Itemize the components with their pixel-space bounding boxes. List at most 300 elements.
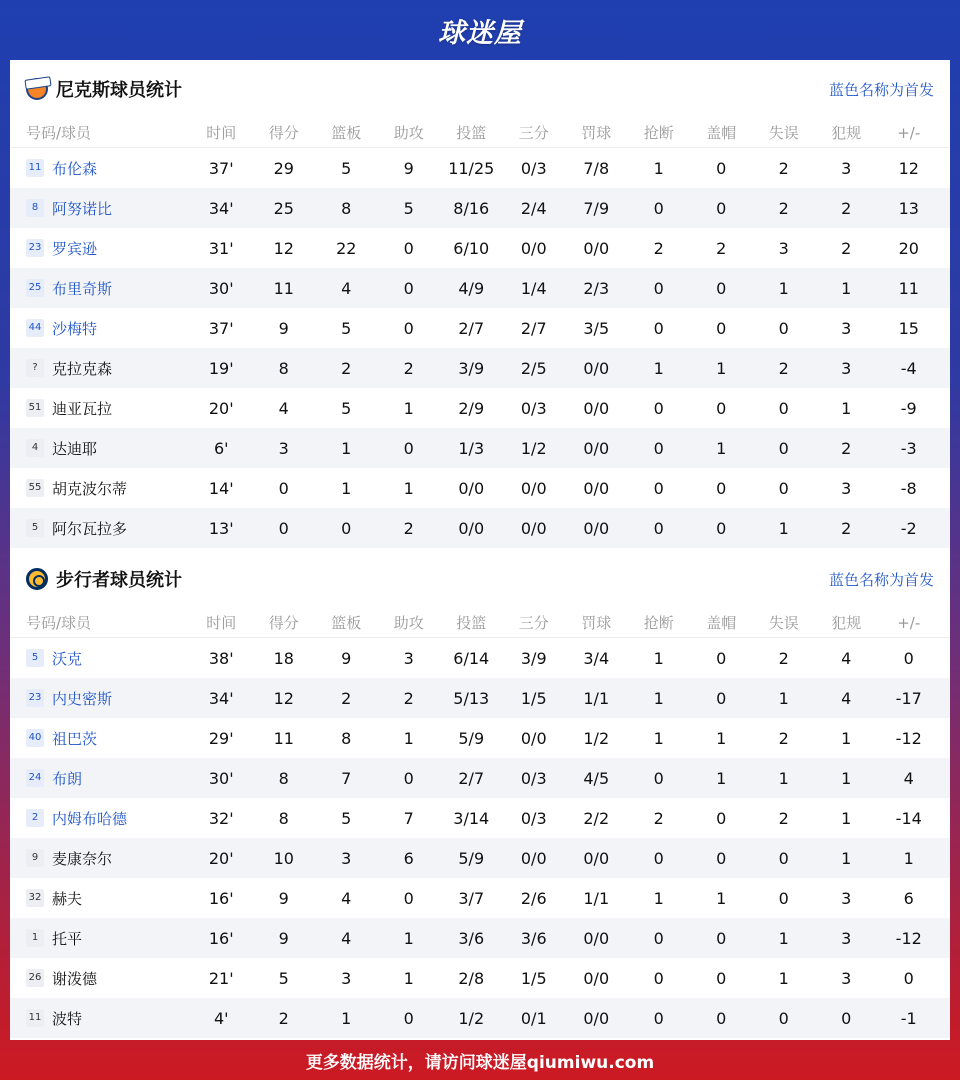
player-cell[interactable] bbox=[10, 728, 190, 749]
stat-cell: 25 bbox=[273, 198, 294, 218]
stat-cell: 2/7 bbox=[458, 318, 485, 338]
stat-cell: 1/2 bbox=[583, 728, 610, 748]
stat-cell: 1 bbox=[716, 768, 727, 788]
stat-cell: 0 bbox=[778, 848, 789, 868]
column-header: 时间 bbox=[206, 614, 237, 632]
column-header: 三分 bbox=[518, 124, 549, 142]
stat-cell: 5 bbox=[341, 158, 352, 178]
stat-cell: 0 bbox=[778, 318, 789, 338]
stat-cell: 1 bbox=[341, 438, 352, 458]
stat-cell: 0 bbox=[716, 158, 727, 178]
stat-cell: 0 bbox=[278, 518, 289, 538]
stat-cell: 0 bbox=[403, 768, 414, 788]
stat-cell: 9 bbox=[278, 928, 289, 948]
player-row[interactable] bbox=[10, 308, 950, 348]
column-header: 犯规 bbox=[831, 124, 862, 142]
column-header: 投篮 bbox=[456, 124, 487, 142]
stat-cell: 0 bbox=[716, 478, 727, 498]
stat-cell: -3 bbox=[900, 438, 917, 458]
player-cell[interactable] bbox=[10, 1008, 190, 1029]
jersey-number-badge: 32 bbox=[26, 889, 44, 907]
player-cell[interactable] bbox=[10, 848, 190, 869]
player-row[interactable] bbox=[10, 678, 950, 718]
stat-cell: 1 bbox=[653, 728, 664, 748]
stat-cell: 2 bbox=[341, 358, 352, 378]
column-header: 得分 bbox=[268, 614, 299, 632]
stat-cell: 4 bbox=[841, 648, 852, 668]
stat-cell: 2 bbox=[653, 808, 664, 828]
player-row[interactable] bbox=[10, 268, 950, 308]
stat-cell: 2 bbox=[278, 1008, 289, 1028]
stat-cell: 29 bbox=[273, 158, 294, 178]
stat-cell: 4 bbox=[278, 398, 289, 418]
jersey-number-badge: 11 bbox=[26, 1009, 44, 1027]
section-title-group bbox=[26, 566, 182, 592]
stat-cell: 0 bbox=[716, 198, 727, 218]
stat-cell: 0/3 bbox=[520, 398, 547, 418]
player-cell[interactable] bbox=[10, 198, 190, 219]
stat-cell: 0 bbox=[716, 318, 727, 338]
jersey-number-badge: 26 bbox=[26, 969, 44, 987]
player-cell[interactable] bbox=[10, 928, 190, 949]
stat-cell: 0 bbox=[716, 968, 727, 988]
stat-cell: 3 bbox=[778, 238, 789, 258]
stat-cell: 0 bbox=[903, 968, 914, 988]
jersey-number-badge: 25 bbox=[26, 279, 44, 297]
stat-cell: 0/0 bbox=[520, 848, 547, 868]
jersey-number-badge: 4 bbox=[26, 439, 44, 457]
stat-cell: 2 bbox=[778, 358, 789, 378]
column-header: 得分 bbox=[268, 124, 299, 142]
stat-cell: 5/13 bbox=[453, 688, 490, 708]
stat-cell: 0 bbox=[653, 928, 664, 948]
player-cell[interactable] bbox=[10, 688, 190, 709]
stat-cell: 12 bbox=[273, 238, 294, 258]
stat-cell: 0 bbox=[653, 968, 664, 988]
stat-cell: 0/0 bbox=[520, 728, 547, 748]
stat-cell: 0 bbox=[278, 478, 289, 498]
stat-cell: 1 bbox=[653, 648, 664, 668]
stat-cell: 5 bbox=[278, 968, 289, 988]
stat-cell: 0/0 bbox=[583, 928, 610, 948]
player-cell[interactable] bbox=[10, 438, 190, 459]
stat-cell: 8 bbox=[341, 198, 352, 218]
stat-cell: 2/7 bbox=[458, 768, 485, 788]
stat-cell: 9 bbox=[341, 648, 352, 668]
player-cell[interactable] bbox=[10, 398, 190, 419]
stat-cell: 31' bbox=[208, 238, 234, 258]
stat-cell: 0 bbox=[716, 398, 727, 418]
stat-cell: 16' bbox=[208, 928, 234, 948]
player-name[interactable]: 赫夫 bbox=[52, 889, 83, 908]
player-row[interactable] bbox=[10, 508, 950, 548]
player-cell[interactable] bbox=[10, 968, 190, 989]
jersey-number-badge: 2 bbox=[26, 809, 44, 827]
stat-cell: -2 bbox=[900, 518, 917, 538]
stat-cell: 8 bbox=[278, 808, 289, 828]
stat-cell: 2 bbox=[653, 238, 664, 258]
table-header bbox=[10, 118, 950, 148]
stat-cell: 9 bbox=[278, 888, 289, 908]
player-name[interactable]: 祖巴茨 bbox=[52, 729, 98, 748]
player-row[interactable] bbox=[10, 798, 950, 838]
stat-cell: 14' bbox=[208, 478, 234, 498]
stat-cell: 7 bbox=[341, 768, 352, 788]
stat-cell: 0/0 bbox=[520, 518, 547, 538]
stat-cell: 0 bbox=[653, 768, 664, 788]
jersey-number-badge: 5 bbox=[26, 519, 44, 537]
stat-cell: 3/4 bbox=[583, 648, 610, 668]
player-name[interactable]: 克拉克森 bbox=[52, 359, 113, 378]
player-cell[interactable] bbox=[10, 278, 190, 299]
stat-cell: 4 bbox=[903, 768, 914, 788]
stat-cell: 6/10 bbox=[453, 238, 490, 258]
stat-cell: 1/5 bbox=[520, 968, 547, 988]
player-name[interactable]: 波特 bbox=[52, 1009, 83, 1028]
stat-cell: 3 bbox=[341, 968, 352, 988]
stat-cell: 3 bbox=[278, 438, 289, 458]
stat-cell: 1 bbox=[653, 688, 664, 708]
player-row[interactable] bbox=[10, 188, 950, 228]
stat-cell: 0/0 bbox=[520, 478, 547, 498]
stat-cell: 5 bbox=[341, 398, 352, 418]
player-row[interactable] bbox=[10, 148, 950, 188]
footer-banner[interactable] bbox=[0, 1040, 960, 1080]
player-cell[interactable] bbox=[10, 888, 190, 909]
stat-cell: 12 bbox=[898, 158, 919, 178]
stat-cell: 0 bbox=[403, 438, 414, 458]
stat-cell: -9 bbox=[900, 398, 917, 418]
stat-cell: 2 bbox=[403, 358, 414, 378]
stat-cell: 8/16 bbox=[453, 198, 490, 218]
player-name[interactable]: 阿尔瓦拉多 bbox=[52, 519, 128, 538]
stat-cell: 1 bbox=[653, 358, 664, 378]
player-cell[interactable] bbox=[10, 518, 190, 539]
stat-cell: 0 bbox=[841, 1008, 852, 1028]
stat-cell: 2 bbox=[778, 158, 789, 178]
column-header: 号码/球员 bbox=[26, 614, 92, 632]
stat-cell: 1/1 bbox=[583, 688, 610, 708]
player-name[interactable]: 布伦森 bbox=[52, 159, 98, 178]
player-name[interactable]: 托平 bbox=[52, 929, 83, 948]
stat-cell: 2/3 bbox=[583, 278, 610, 298]
jersey-number-badge: ? bbox=[26, 359, 44, 377]
jersey-number-badge: 51 bbox=[26, 399, 44, 417]
player-name[interactable]: 麦康奈尔 bbox=[52, 849, 113, 868]
stat-cell: 12 bbox=[273, 688, 294, 708]
player-cell[interactable] bbox=[10, 318, 190, 339]
stat-cell: 0 bbox=[403, 1008, 414, 1028]
player-row[interactable] bbox=[10, 348, 950, 388]
stat-cell: 3 bbox=[841, 318, 852, 338]
stat-cell: 1 bbox=[341, 1008, 352, 1028]
stat-cell: 5 bbox=[341, 318, 352, 338]
player-name[interactable]: 达迪耶 bbox=[52, 439, 98, 458]
stat-cell: 11 bbox=[898, 278, 919, 298]
player-row[interactable] bbox=[10, 958, 950, 998]
stat-cell: 0 bbox=[341, 518, 352, 538]
stat-cell: 1 bbox=[716, 358, 727, 378]
stat-cell: 2/7 bbox=[520, 318, 547, 338]
stat-cell: 30' bbox=[208, 768, 234, 788]
player-name[interactable]: 沃克 bbox=[52, 649, 83, 668]
stat-cell: 0/0 bbox=[583, 398, 610, 418]
stat-cell: 2 bbox=[841, 438, 852, 458]
jersey-number-badge: 44 bbox=[26, 319, 44, 337]
brand-logo: 球迷屋 bbox=[438, 17, 522, 49]
stat-cell: 2/2 bbox=[583, 808, 610, 828]
stat-cell: 37' bbox=[208, 318, 234, 338]
stat-cell: 15 bbox=[898, 318, 919, 338]
stat-cell: 1/4 bbox=[520, 278, 547, 298]
column-header: 盖帽 bbox=[706, 124, 737, 142]
stat-cell: 0 bbox=[778, 438, 789, 458]
player-row[interactable] bbox=[10, 838, 950, 878]
stat-cell: 1 bbox=[903, 848, 914, 868]
stat-cell: 3 bbox=[403, 648, 414, 668]
stat-cell: 3/5 bbox=[583, 318, 610, 338]
stat-cell: 1 bbox=[403, 728, 414, 748]
stat-cell: 0 bbox=[653, 478, 664, 498]
stat-cell: 1 bbox=[403, 968, 414, 988]
column-header: 三分 bbox=[518, 614, 549, 632]
stat-cell: -17 bbox=[895, 688, 922, 708]
stat-cell: 1/2 bbox=[520, 438, 547, 458]
column-header: 助攻 bbox=[393, 124, 424, 142]
stat-cell: 1 bbox=[778, 928, 789, 948]
stat-cell: 11 bbox=[273, 728, 294, 748]
stat-cell: 1 bbox=[341, 478, 352, 498]
player-name[interactable]: 布朗 bbox=[52, 769, 83, 788]
stat-cell: 0 bbox=[403, 318, 414, 338]
player-row[interactable] bbox=[10, 998, 950, 1038]
stat-cell: 18 bbox=[273, 648, 294, 668]
stat-cell: 0/0 bbox=[583, 848, 610, 868]
player-row[interactable] bbox=[10, 428, 950, 468]
stat-cell: 0 bbox=[403, 238, 414, 258]
stat-cell: 8 bbox=[278, 768, 289, 788]
stat-cell: 3 bbox=[841, 888, 852, 908]
top-banner bbox=[0, 0, 960, 60]
player-cell[interactable] bbox=[10, 808, 190, 829]
stat-cell: 4' bbox=[213, 1008, 229, 1028]
player-name[interactable]: 谢泼德 bbox=[52, 969, 98, 988]
stat-cell: 0 bbox=[653, 438, 664, 458]
stat-cell: 1 bbox=[841, 768, 852, 788]
player-name[interactable]: 阿努诺比 bbox=[52, 199, 113, 218]
stat-cell: 0/0 bbox=[583, 518, 610, 538]
stat-cell: 1 bbox=[403, 928, 414, 948]
stat-cell: 0 bbox=[716, 848, 727, 868]
stat-cell: 21' bbox=[208, 968, 234, 988]
player-name[interactable]: 布里奇斯 bbox=[52, 279, 113, 298]
stat-cell: 1 bbox=[653, 158, 664, 178]
stat-cell: 0 bbox=[653, 518, 664, 538]
player-row[interactable] bbox=[10, 388, 950, 428]
player-row[interactable] bbox=[10, 758, 950, 798]
player-cell[interactable] bbox=[10, 768, 190, 789]
stat-cell: 0 bbox=[716, 808, 727, 828]
stat-cell: 4 bbox=[341, 928, 352, 948]
stat-cell: 2 bbox=[778, 648, 789, 668]
stat-cell: 1 bbox=[716, 728, 727, 748]
stat-cell: 0 bbox=[403, 278, 414, 298]
stat-cell: 6/14 bbox=[453, 648, 490, 668]
jersey-number-badge: 23 bbox=[26, 239, 44, 257]
stat-cell: 16' bbox=[208, 888, 234, 908]
stat-cell: 20' bbox=[208, 848, 234, 868]
stat-cell: 0 bbox=[653, 848, 664, 868]
stat-cell: 3/14 bbox=[453, 808, 490, 828]
player-row[interactable] bbox=[10, 638, 950, 678]
jersey-number-badge: 24 bbox=[26, 769, 44, 787]
stat-cell: 0 bbox=[403, 888, 414, 908]
player-name[interactable]: 罗宾逊 bbox=[52, 239, 98, 258]
column-header: 投篮 bbox=[456, 614, 487, 632]
column-header: 盖帽 bbox=[706, 614, 737, 632]
stat-cell: -1 bbox=[900, 1008, 917, 1028]
player-row[interactable] bbox=[10, 878, 950, 918]
player-name[interactable]: 沙梅特 bbox=[52, 319, 98, 338]
stat-cell: 5 bbox=[341, 808, 352, 828]
stat-cell: 1 bbox=[778, 688, 789, 708]
stat-cell: 2 bbox=[841, 238, 852, 258]
stat-cell: 2/5 bbox=[520, 358, 547, 378]
jersey-number-badge: 40 bbox=[26, 729, 44, 747]
stat-cell: -14 bbox=[895, 808, 922, 828]
stat-cell: 34' bbox=[208, 688, 234, 708]
player-name[interactable]: 胡克波尔蒂 bbox=[52, 479, 128, 498]
stat-cell: 4 bbox=[841, 688, 852, 708]
stat-cell: 29' bbox=[208, 728, 234, 748]
footer-text: 更多数据统计，请访问球迷屋qiumiwu.com bbox=[305, 1052, 655, 1073]
column-header: 抢断 bbox=[643, 124, 674, 142]
stat-cell: -12 bbox=[895, 928, 922, 948]
stat-cell: 10 bbox=[273, 848, 294, 868]
pacers-stats-section bbox=[10, 550, 950, 1038]
player-name[interactable]: 内姆布哈德 bbox=[52, 809, 128, 828]
stat-cell: 0/3 bbox=[520, 808, 547, 828]
stat-cell: 6' bbox=[213, 438, 229, 458]
player-cell[interactable] bbox=[10, 648, 190, 669]
stat-cell: 6 bbox=[403, 848, 414, 868]
stat-cell: 1 bbox=[778, 278, 789, 298]
stat-cell: 3 bbox=[841, 478, 852, 498]
stat-cell: 0 bbox=[778, 1008, 789, 1028]
stat-cell: 1 bbox=[778, 518, 789, 538]
stat-cell: 3 bbox=[841, 158, 852, 178]
player-row[interactable] bbox=[10, 468, 950, 508]
stat-cell: 4/9 bbox=[458, 278, 485, 298]
stat-cell: 3/6 bbox=[458, 928, 485, 948]
stat-cell: 1 bbox=[778, 968, 789, 988]
stat-cell: 2 bbox=[716, 238, 727, 258]
stat-cell: 1 bbox=[841, 728, 852, 748]
player-name[interactable]: 迪亚瓦拉 bbox=[52, 399, 113, 418]
player-row[interactable] bbox=[10, 718, 950, 758]
stat-cell: 8 bbox=[341, 728, 352, 748]
stat-cell: 1 bbox=[716, 438, 727, 458]
stat-cell: 2 bbox=[841, 198, 852, 218]
stat-cell: 0 bbox=[653, 1008, 664, 1028]
stat-cell: 0 bbox=[716, 928, 727, 948]
stat-cell: 0 bbox=[653, 278, 664, 298]
stat-cell: 3 bbox=[841, 358, 852, 378]
player-name[interactable]: 内史密斯 bbox=[52, 689, 113, 708]
pacers-logo-icon bbox=[26, 568, 48, 590]
stat-cell: 32' bbox=[208, 808, 234, 828]
stat-cell: 7/8 bbox=[583, 158, 610, 178]
player-row[interactable] bbox=[10, 228, 950, 268]
stat-cell: 3/9 bbox=[458, 358, 485, 378]
player-cell[interactable] bbox=[10, 358, 190, 379]
stat-cell: 0 bbox=[778, 888, 789, 908]
stat-cell: 5/9 bbox=[458, 728, 485, 748]
stat-cell: 20' bbox=[208, 398, 234, 418]
stat-cell: 3/9 bbox=[520, 648, 547, 668]
stat-cell: 0 bbox=[653, 198, 664, 218]
starter-note: 蓝色名称为首发 bbox=[828, 570, 934, 589]
section-title: 步行者球员统计 bbox=[56, 570, 182, 591]
section-title-group bbox=[26, 76, 182, 102]
stat-cell: 2/4 bbox=[520, 198, 547, 218]
stat-cell: 0/0 bbox=[458, 518, 485, 538]
section-header bbox=[10, 550, 950, 608]
stat-cell: 4 bbox=[341, 888, 352, 908]
player-cell[interactable] bbox=[10, 158, 190, 179]
stat-cell: 1/3 bbox=[458, 438, 485, 458]
player-cell[interactable] bbox=[10, 238, 190, 259]
player-row[interactable] bbox=[10, 918, 950, 958]
stat-cell: 1 bbox=[841, 278, 852, 298]
stat-cell: 1 bbox=[841, 848, 852, 868]
jersey-number-badge: 9 bbox=[26, 849, 44, 867]
column-header: 篮板 bbox=[331, 124, 362, 142]
stat-cell: 4/5 bbox=[583, 768, 610, 788]
column-header: 犯规 bbox=[831, 614, 862, 632]
player-cell[interactable] bbox=[10, 478, 190, 499]
jersey-number-badge: 8 bbox=[26, 199, 44, 217]
stat-cell: 11/25 bbox=[448, 158, 495, 178]
stat-cell: 8 bbox=[278, 358, 289, 378]
stat-cell: 2 bbox=[778, 808, 789, 828]
stat-cell: 0 bbox=[903, 648, 914, 668]
column-header: +/- bbox=[897, 123, 921, 142]
column-header: 罚球 bbox=[581, 614, 612, 632]
jersey-number-badge: 23 bbox=[26, 689, 44, 707]
jersey-number-badge: 55 bbox=[26, 479, 44, 497]
column-header: +/- bbox=[897, 613, 921, 632]
knicks-logo-icon bbox=[26, 78, 48, 100]
stat-cell: 0 bbox=[778, 478, 789, 498]
jersey-number-badge: 11 bbox=[26, 159, 44, 177]
stat-cell: 0 bbox=[716, 518, 727, 538]
stat-cell: 2/6 bbox=[520, 888, 547, 908]
stat-cell: 1/5 bbox=[520, 688, 547, 708]
stat-cell: 1 bbox=[716, 888, 727, 908]
stat-cell: 37' bbox=[208, 158, 234, 178]
stat-cell: 2 bbox=[403, 688, 414, 708]
stat-cell: 3 bbox=[841, 968, 852, 988]
stat-cell: -4 bbox=[900, 358, 917, 378]
section-header bbox=[10, 60, 950, 118]
stat-cell: 1 bbox=[841, 808, 852, 828]
stat-cell: 4 bbox=[341, 278, 352, 298]
stat-cell: 6 bbox=[903, 888, 914, 908]
stat-cell: 0/0 bbox=[583, 358, 610, 378]
stat-cell: 0/0 bbox=[583, 438, 610, 458]
stat-cell: 0/0 bbox=[583, 478, 610, 498]
